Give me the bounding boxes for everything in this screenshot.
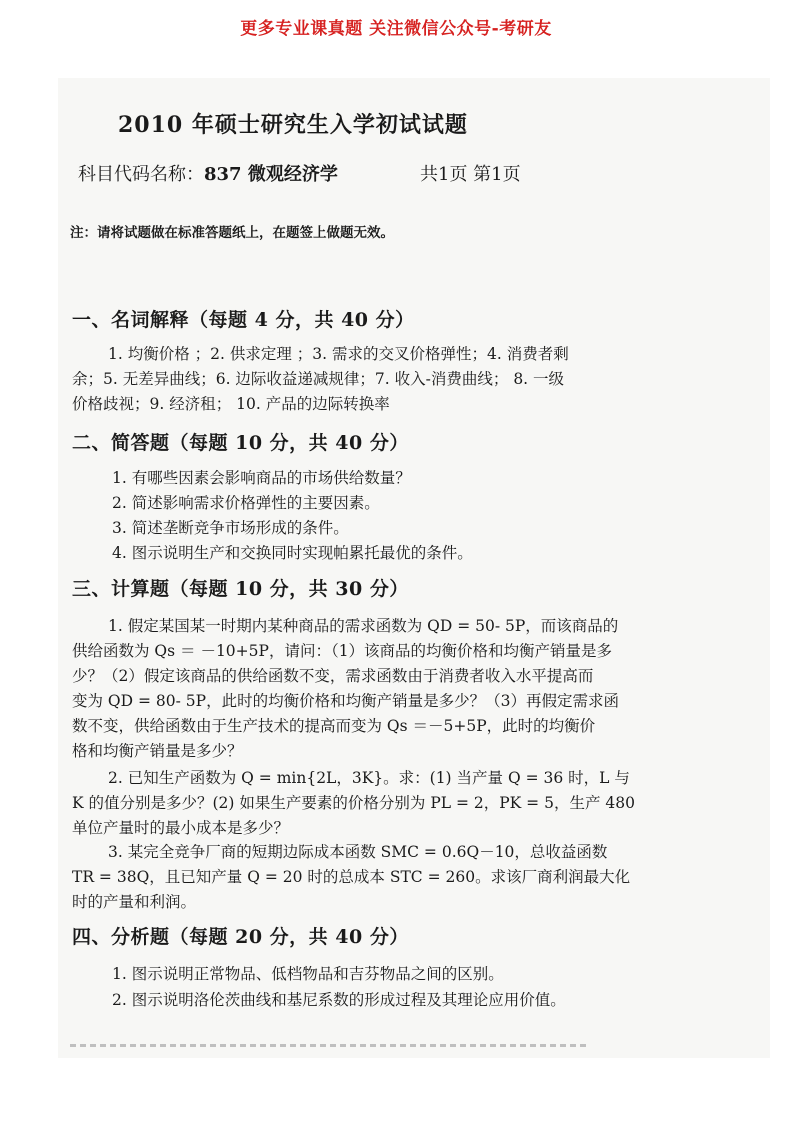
section3-line: 供给函数为 Qs ＝ －10+5P，请问：（1）该商品的均衡价格和均衡产销量是多 [72, 642, 613, 660]
section3-line: K 的值分别是多少？(2) 如果生产要素的价格分别为 PL = 2，PK = 5，生产 480 [72, 794, 635, 812]
section1-line: 价格歧视；9. 经济租； 10. 产品的边际转换率 [72, 395, 390, 413]
page-count: 共1页 第1页 [420, 164, 521, 185]
section3-heading: 三、计算题（每题 10 分，共 30 分） [72, 578, 409, 600]
section4-heading: 四、分析题（每题 20 分，共 40 分） [72, 926, 409, 948]
section1-heading: 一、名词解释（每题 4 分，共 40 分） [72, 309, 415, 331]
section3-line: 单位产量时的最小成本是多少？ [72, 819, 290, 837]
section3-line: 数不变，供给函数由于生产技术的提高而变为 Qs ＝－5+5P，此时的均衡价 [72, 717, 596, 735]
section1-line: 1. 均衡价格 ；2. 供求定理 ；3. 需求的交叉价格弹性；4. 消费者剩 [108, 345, 569, 363]
section3-line: TR = 38Q，且已知产量 Q = 20 时的总成本 STC = 260。求该厂商利润最大化 [72, 868, 631, 886]
section3-q3 [72, 840, 712, 915]
section3-line: 格和均衡产销量是多少？ [72, 742, 243, 760]
section3-q2 [72, 766, 712, 841]
section2-heading: 二、简答题（每题 10 分，共 40 分） [72, 432, 409, 454]
section1-body [72, 342, 712, 417]
subject-line [78, 160, 338, 186]
section2-question: 2. 简述影响需求价格弹性的主要因素。 [112, 494, 380, 512]
exam-note: 注：请将试题做在标准答题纸上，在题签上做题无效。 [70, 225, 394, 241]
section2-question: 3. 简述垄断竞争市场形成的条件。 [112, 519, 349, 537]
promo-banner: 更多专业课真题 关注微信公众号-考研友 [240, 19, 552, 39]
section1-line: 余；5. 无差异曲线；6. 边际收益递减规律；7. 收入-消费曲线； 8. 一级 [72, 370, 565, 388]
scan-artifact [70, 1044, 590, 1047]
section2-question: 1. 有哪些因素会影响商品的市场供给数量？ [112, 469, 411, 487]
section3-line: 1. 假定某国某一时期内某种商品的需求函数为 QD = 50- 5P，而该商品的 [108, 617, 619, 635]
section4-question: 1. 图示说明正常物品、低档物品和吉芬物品之间的区别。 [112, 965, 504, 983]
subject-label: 科目代码名称： [78, 164, 204, 185]
section3-line: 少？（2）假定该商品的供给函数不变，需求函数由于消费者收入水平提高而 [72, 667, 594, 685]
section3-line: 3. 某完全竞争厂商的短期边际成本函数 SMC = 0.6Q－10，总收益函数 [108, 843, 608, 861]
section3-line: 时的产量和利润。 [72, 893, 197, 911]
subject-name: 837 微观经济学 [204, 164, 338, 185]
section3-line: 2. 已知生产函数为 Q = min{2L，3K}。求：(1) 当产量 Q = 36 时，L 与 [108, 769, 630, 787]
section4-question: 2. 图示说明洛伦茨曲线和基尼系数的形成过程及其理论应用价值。 [112, 991, 566, 1009]
section3-line: 变为 QD = 80- 5P，此时的均衡价格和均衡产销量是多少？（3）再假定需求函 [72, 692, 619, 710]
section3-q1 [72, 614, 712, 764]
section2-question: 4. 图示说明生产和交换同时实现帕累托最优的条件。 [112, 544, 473, 562]
exam-title: 2010 年硕士研究生入学初试试题 [118, 112, 468, 138]
